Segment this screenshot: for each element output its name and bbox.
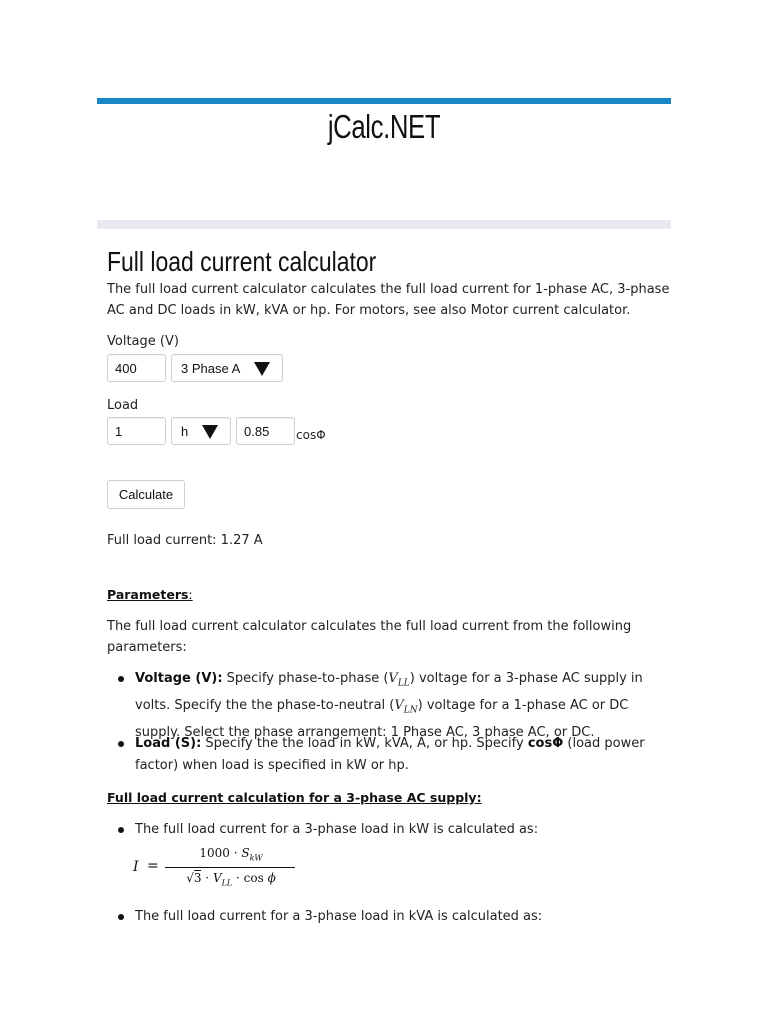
math-sub: LN bbox=[403, 705, 418, 716]
voltage-input[interactable] bbox=[107, 354, 166, 382]
parameters-heading-label: Parameters bbox=[107, 587, 189, 602]
formula-kw bbox=[133, 846, 293, 894]
formula-num-text: 1000 · bbox=[199, 846, 242, 860]
formula-denominator bbox=[165, 871, 297, 887]
parameter-name: Load (S): bbox=[135, 736, 202, 751]
phase-select-value: 3 Phase A bbox=[181, 361, 241, 376]
phase-select[interactable] bbox=[171, 354, 283, 382]
formula-lhs: I bbox=[133, 859, 139, 875]
load-input-value: 1 bbox=[115, 424, 123, 439]
parameter-text: (load power factor) when load is specified in kW or hp. bbox=[135, 736, 645, 773]
bullet-icon bbox=[118, 676, 124, 682]
parameter-text: ) voltage for a 1-phase AC or DC supply. Select the phase arrangement: 1 Phase AC, 3 phase AC, or DC. bbox=[135, 698, 629, 741]
formula-num-var: S bbox=[241, 846, 250, 860]
dropdown-arrow-icon bbox=[202, 425, 218, 439]
sqrt-icon: √ bbox=[186, 871, 194, 885]
bullet-icon bbox=[118, 914, 124, 920]
page-title: Full load current calculator bbox=[107, 246, 377, 277]
math-var: V bbox=[388, 671, 398, 686]
header-accent-bar bbox=[97, 98, 671, 104]
formula-den-mid: · bbox=[201, 871, 213, 885]
section-divider bbox=[97, 220, 671, 229]
three-phase-heading: Full load current calculation for a 3-phase AC supply: bbox=[107, 790, 482, 805]
intro-paragraph: The full load current calculator calculates the full load current for 1-phase AC, 3-phase AC and DC loads in kW, kVA or hp. For motors, see also Motor current calculator. bbox=[107, 282, 670, 318]
formula-den-phi: ϕ bbox=[267, 871, 276, 885]
parameters-heading-suffix: : bbox=[188, 587, 193, 602]
formula-den-root: 3 bbox=[193, 871, 202, 885]
formula-numerator bbox=[165, 846, 297, 862]
formula-den-var: V bbox=[212, 871, 222, 885]
math-sub: LL bbox=[397, 678, 410, 689]
formula-equals: = bbox=[147, 858, 159, 874]
parameter-text: Specify the the load in kW, kVA, A, or hp. Specify bbox=[201, 736, 528, 751]
formula-den-sub: LL bbox=[221, 878, 233, 888]
dropdown-arrow-icon bbox=[254, 362, 270, 376]
power-factor-label: cosΦ bbox=[296, 428, 326, 442]
parameters-description: The full load current calculator calculates the full load current from the following parameters: bbox=[107, 619, 632, 655]
math-var: V bbox=[394, 698, 404, 714]
site-title[interactable]: jCalc.NET bbox=[327, 108, 441, 145]
calculate-button[interactable]: Calculate bbox=[107, 480, 185, 509]
voltage-label: Voltage (V) bbox=[107, 334, 179, 349]
parameters-heading bbox=[107, 587, 193, 602]
power-factor-input[interactable] bbox=[236, 417, 295, 445]
three-phase-kw-item: The full load current for a 3-phase load in kW is calculated as: bbox=[135, 822, 539, 837]
parameter-name: Voltage (V): bbox=[135, 671, 223, 686]
fraction-bar bbox=[165, 867, 295, 868]
load-label: Load bbox=[107, 398, 139, 413]
three-phase-kva-item: The full load current for a 3-phase load in kVA is calculated as: bbox=[135, 909, 543, 924]
load-unit-select-value: h bbox=[181, 424, 189, 439]
power-factor-input-value: 0.85 bbox=[244, 424, 270, 439]
bullet-icon bbox=[118, 741, 124, 747]
parameter-item-load bbox=[135, 733, 665, 776]
load-input[interactable] bbox=[107, 417, 166, 445]
result-text: Full load current: 1.27 A bbox=[107, 533, 263, 548]
parameter-text: ) voltage for a 3-phase AC supply in volts. Specify the the phase-to-neutral ( bbox=[135, 671, 643, 714]
load-unit-select[interactable] bbox=[171, 417, 231, 445]
parameter-text: Specify phase-to-phase ( bbox=[222, 671, 389, 686]
voltage-input-value: 400 bbox=[115, 361, 137, 376]
bullet-icon bbox=[118, 827, 124, 833]
power-factor-term: cosΦ bbox=[527, 736, 564, 751]
formula-den-tail: · cos bbox=[232, 871, 268, 885]
formula-num-sub: kW bbox=[249, 853, 263, 863]
